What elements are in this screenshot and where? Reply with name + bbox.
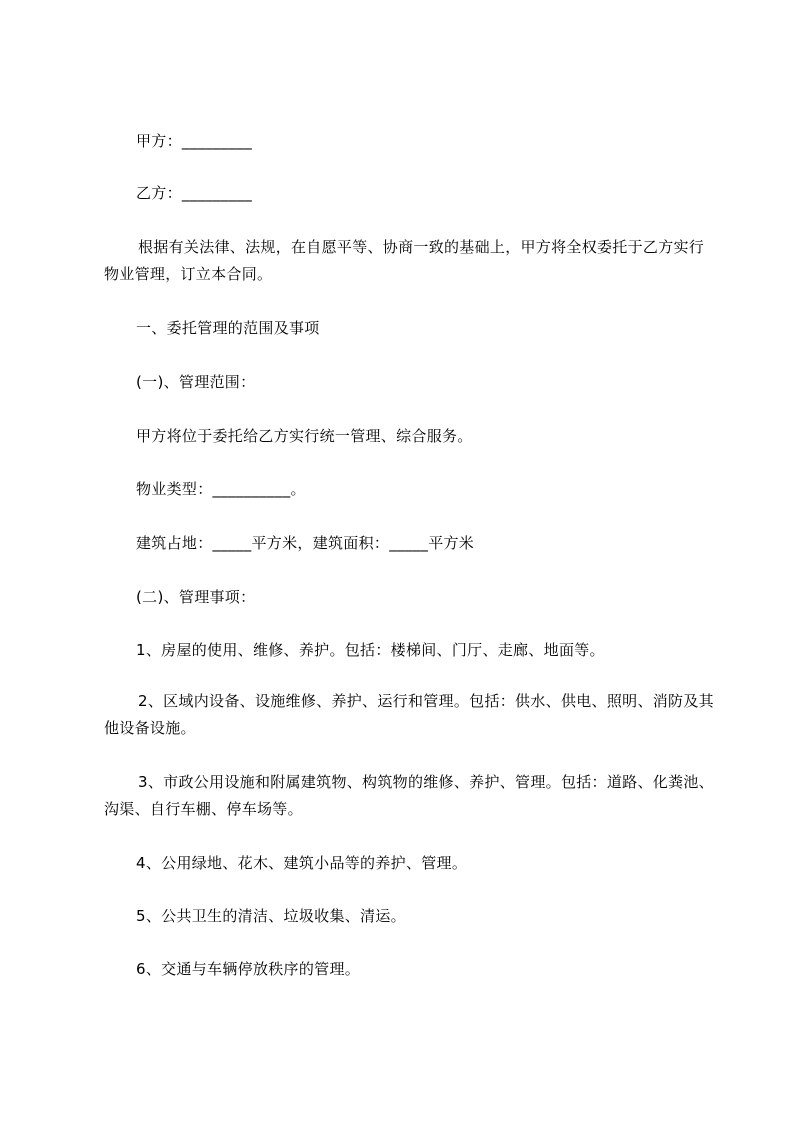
- list-item: 1、房屋的使用、维修、养护。包括：楼梯间、门厅、走廊、地面等。: [136, 641, 605, 659]
- area-line: 建筑占地：_____平方米，建筑面积：_____平方米: [136, 534, 475, 552]
- party-a-line: 甲方：_________: [136, 132, 253, 150]
- intro-paragraph: 根据有关法律、法规，在自愿平等、协商一致的基础上，甲方将全权委托于乙方实行物业管理，订立本合同。: [104, 238, 705, 283]
- party-b-line: 乙方：_________: [136, 184, 253, 202]
- scope-paragraph: 甲方将位于委托给乙方实行统一管理、综合服务。: [136, 427, 473, 445]
- subsection-2-title: (二)、管理事项：: [136, 588, 256, 606]
- section-1-title: 一、委托管理的范围及事项: [136, 319, 320, 337]
- subsection-1-title: (一)、管理范围：: [136, 373, 256, 391]
- list-item: 4、公用绿地、花木、建筑小品等的养护、管理。: [136, 854, 468, 872]
- property-type-line: 物业类型：__________。: [136, 480, 306, 498]
- list-item: 2、区域内设备、设施维修、养护、运行和管理。包括：供水、供电、照明、消防及其他设备设施。: [104, 692, 714, 737]
- list-item: 5、公共卫生的清洁、垃圾收集、清运。: [136, 907, 406, 925]
- list-item: 6、交通与车辆停放秩序的管理。: [136, 960, 361, 978]
- list-item: 3、市政公用设施和附属建筑物、构筑物的维修、养护、管理。包括：道路、化粪池、沟渠、自行车棚、停车场等。: [104, 773, 714, 818]
